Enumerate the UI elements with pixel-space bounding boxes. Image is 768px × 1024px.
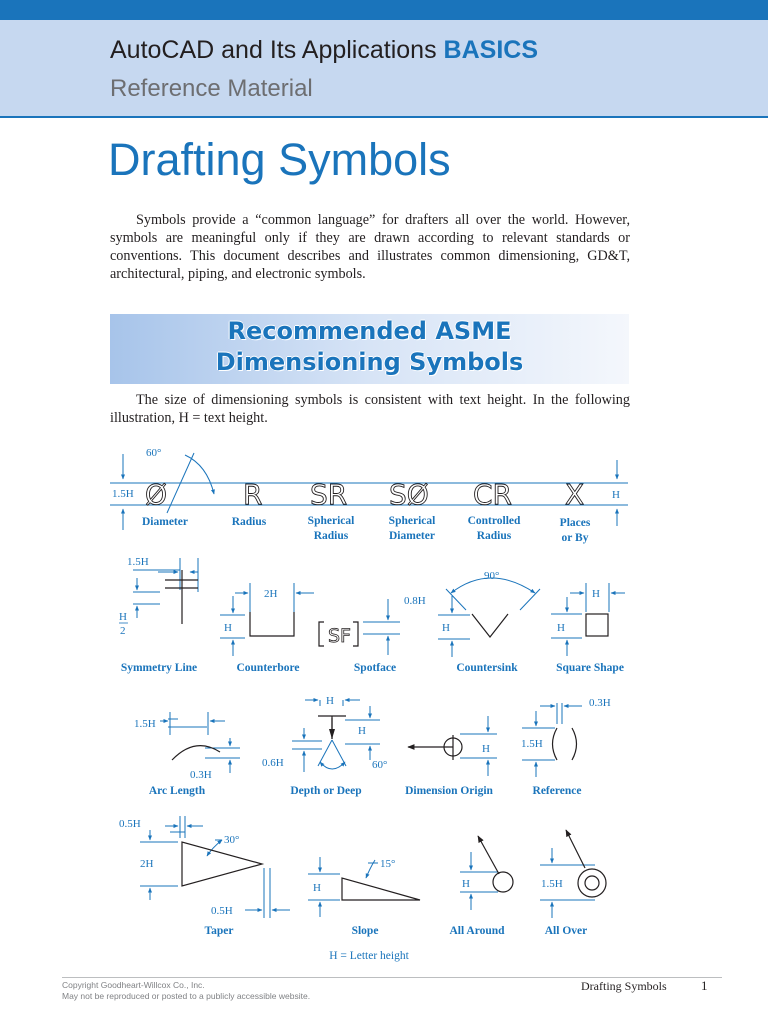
countersink-angle: 90°	[484, 570, 500, 582]
caption-places-1: Places	[559, 517, 591, 529]
caption-places-2: or By	[561, 532, 589, 544]
counterbore-dim-side: H	[224, 622, 232, 634]
caption-controlled-radius-2: Radius	[476, 530, 512, 542]
section-title-line2: Dimensioning Symbols	[215, 348, 524, 376]
depth-dim-left: 0.6H	[262, 757, 284, 769]
depth-angle: 60°	[372, 759, 388, 771]
dimensioning-symbols-diagram	[0, 430, 768, 975]
caption-arc-length: Arc Length	[148, 785, 206, 797]
caption-spherical-radius-2: Radius	[313, 530, 349, 542]
book-title-text: AutoCAD and Its Applications	[110, 36, 437, 64]
taper-dim-bottom: 0.5H	[211, 905, 233, 917]
symmetry-dim-top: 1.5H	[127, 556, 149, 568]
symmetry-dim-den: 2	[120, 625, 126, 637]
spotface-dim: 0.8H	[404, 595, 426, 607]
countersink-dim: H	[442, 622, 450, 634]
caption-slope: Slope	[351, 925, 379, 937]
footer-notice-line: May not be reproduced or posted to a publicly accessible website.	[62, 991, 311, 1001]
square-dim-side: H	[557, 622, 565, 634]
counterbore-dim-top: 2H	[264, 588, 278, 600]
origin-dim: H	[482, 743, 490, 755]
glyph-radius: R	[243, 478, 263, 511]
all-around-dim: H	[462, 878, 470, 890]
header-subtitle: Reference Material	[110, 75, 313, 102]
glyph-spherical-radius: SR	[310, 478, 348, 511]
page-title: Drafting Symbols	[108, 134, 451, 185]
glyph-diameter: Ø	[145, 478, 168, 511]
row1-height-left: 1.5H	[112, 488, 134, 500]
depth-dim-top: H	[326, 695, 334, 707]
taper-dim-side: 2H	[140, 858, 154, 870]
arc-length-dim-a: 1.5H	[134, 718, 156, 730]
caption-all-around: All Around	[449, 925, 505, 937]
taper-dim-top: 0.5H	[119, 818, 141, 830]
taper-angle: 30°	[224, 834, 240, 846]
caption-origin: Dimension Origin	[405, 785, 493, 797]
caption-diameter: Diameter	[142, 516, 188, 528]
footer-copyright	[62, 980, 310, 1002]
book-title-accent: BASICS	[443, 36, 538, 64]
row1-angle: 60°	[146, 447, 162, 459]
intro-paragraph: Symbols provide a “common language” for drafters all over the world. However, symbols are meaningful only if they are drawn according to relevant standards or conventions. This document describes and illustrates common dimensioning, GD&T, architectural, piping, and electronic symbols.	[110, 212, 630, 282]
all-over-dim: 1.5H	[541, 878, 563, 890]
arc-length-dim-b: 0.3H	[190, 769, 212, 781]
caption-spotface: Spotface	[353, 662, 397, 674]
section-paragraph: The size of dimensioning symbols is consistent with text height. In the following illustration, H = text height.	[110, 392, 630, 426]
caption-countersink: Countersink	[456, 662, 518, 674]
depth-dim-side: H	[358, 725, 366, 737]
book-title	[110, 36, 538, 65]
caption-counterbore: Counterbore	[236, 662, 300, 674]
caption-symmetry: Symmetry Line	[120, 662, 198, 674]
page-header	[0, 20, 768, 118]
caption-square: Square Shape	[556, 662, 624, 674]
caption-spherical-radius-1: Spherical	[307, 515, 355, 527]
row1-height-right: H	[612, 489, 620, 501]
caption-spherical-diameter-1: Spherical	[388, 515, 436, 527]
caption-reference: Reference	[532, 785, 582, 797]
footer-title: Drafting Symbols	[581, 979, 667, 993]
square-dim-top: H	[592, 588, 600, 600]
caption-depth: Depth or Deep	[290, 785, 362, 797]
reference-dim-top: 0.3H	[589, 697, 611, 709]
caption-taper: Taper	[204, 925, 234, 937]
section-title-line1: Recommended ASME	[227, 317, 512, 345]
footer-copyright-line: Copyright Goodheart-Willcox Co., Inc.	[62, 980, 205, 990]
symmetry-dim-num: H	[119, 611, 127, 623]
glyph-spherical-diameter: SØ	[389, 478, 429, 511]
legend-text: H = Letter height	[329, 950, 409, 962]
caption-spherical-diameter-2: Diameter	[389, 530, 435, 542]
glyph-controlled-radius: CR	[473, 478, 513, 511]
slope-angle: 15°	[380, 858, 396, 870]
caption-controlled-radius-1: Controlled	[467, 515, 521, 527]
page-number: 1	[701, 978, 708, 993]
spotface-text: SF	[328, 625, 351, 647]
glyph-places: X	[565, 478, 585, 511]
top-accent-bar	[0, 0, 768, 20]
section-banner	[110, 314, 629, 384]
caption-all-over: All Over	[544, 925, 588, 937]
reference-dim-side: 1.5H	[521, 738, 543, 750]
slope-dim: H	[313, 882, 321, 894]
caption-radius: Radius	[231, 516, 267, 528]
footer-rule	[62, 977, 722, 978]
